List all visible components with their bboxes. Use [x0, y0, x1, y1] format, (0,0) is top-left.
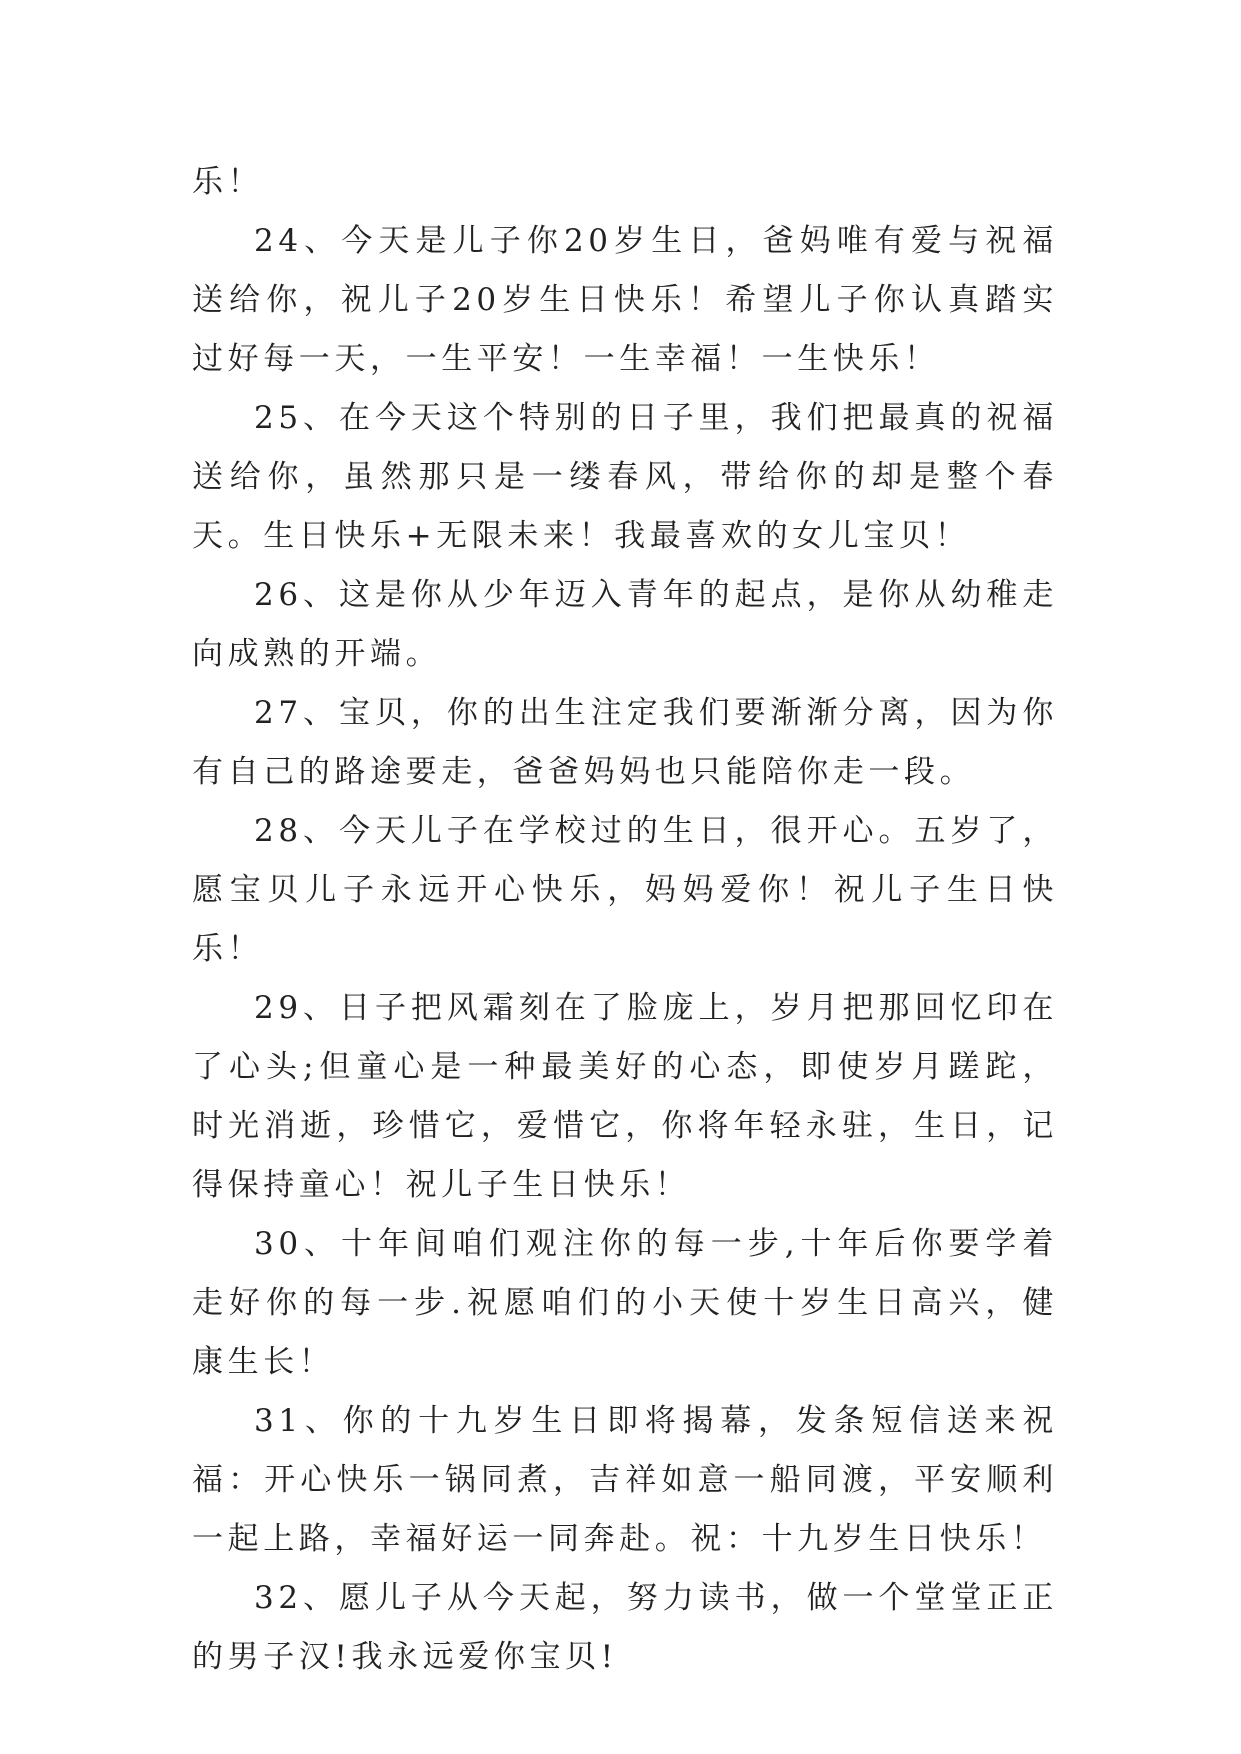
paragraph-26: 26、这是你从少年迈入青年的起点，是你从幼稚走向成熟的开端。	[192, 577, 1058, 672]
paragraph-24: 24、今天是儿子你20岁生日，爸妈唯有爱与祝福送给你，祝儿子20岁生日快乐！希望儿子你认真踏实过好每一天，一生平安！一生幸福！一生快乐！	[192, 223, 1058, 377]
continued-paragraph: 乐！	[192, 164, 264, 200]
paragraph-31: 31、你的十九岁生日即将揭幕，发条短信送来祝福：开心快乐一锅同煮，吉祥如意一船同渡，平安顺利一起上路，幸福好运一同奔赴。祝：十九岁生日快乐！	[192, 1403, 1058, 1557]
document-body	[192, 153, 1058, 1687]
paragraph-29: 29、日子把风霜刻在了脸庞上，岁月把那回忆印在了心头;但童心是一种最美好的心态，即使岁月蹉跎，时光消逝，珍惜它，爱惜它，你将年轻永驻，生日，记得保持童心！祝儿子生日快乐！	[192, 990, 1058, 1203]
paragraph-28: 28、今天儿子在学校过的生日，很开心。五岁了，愿宝贝儿子永远开心快乐，妈妈爱你！祝儿子生日快乐！	[192, 813, 1058, 967]
paragraph-27: 27、宝贝，你的出生注定我们要渐渐分离，因为你有自己的路途要走，爸爸妈妈也只能陪你走一段。	[192, 695, 1058, 790]
paragraph-25: 25、在今天这个特别的日子里，我们把最真的祝福送给你，虽然那只是一缕春风，带给你的却是整个春天。生日快乐+无限未来！我最喜欢的女儿宝贝！	[192, 400, 1058, 554]
paragraph-32: 32、愿儿子从今天起，努力读书，做一个堂堂正正的男子汉!我永远爱你宝贝!	[192, 1580, 1058, 1675]
paragraph-30: 30、十年间咱们观注你的每一步,十年后你要学着走好你的每一步.祝愿咱们的小天使十岁生日高兴，健康生长！	[192, 1226, 1058, 1380]
